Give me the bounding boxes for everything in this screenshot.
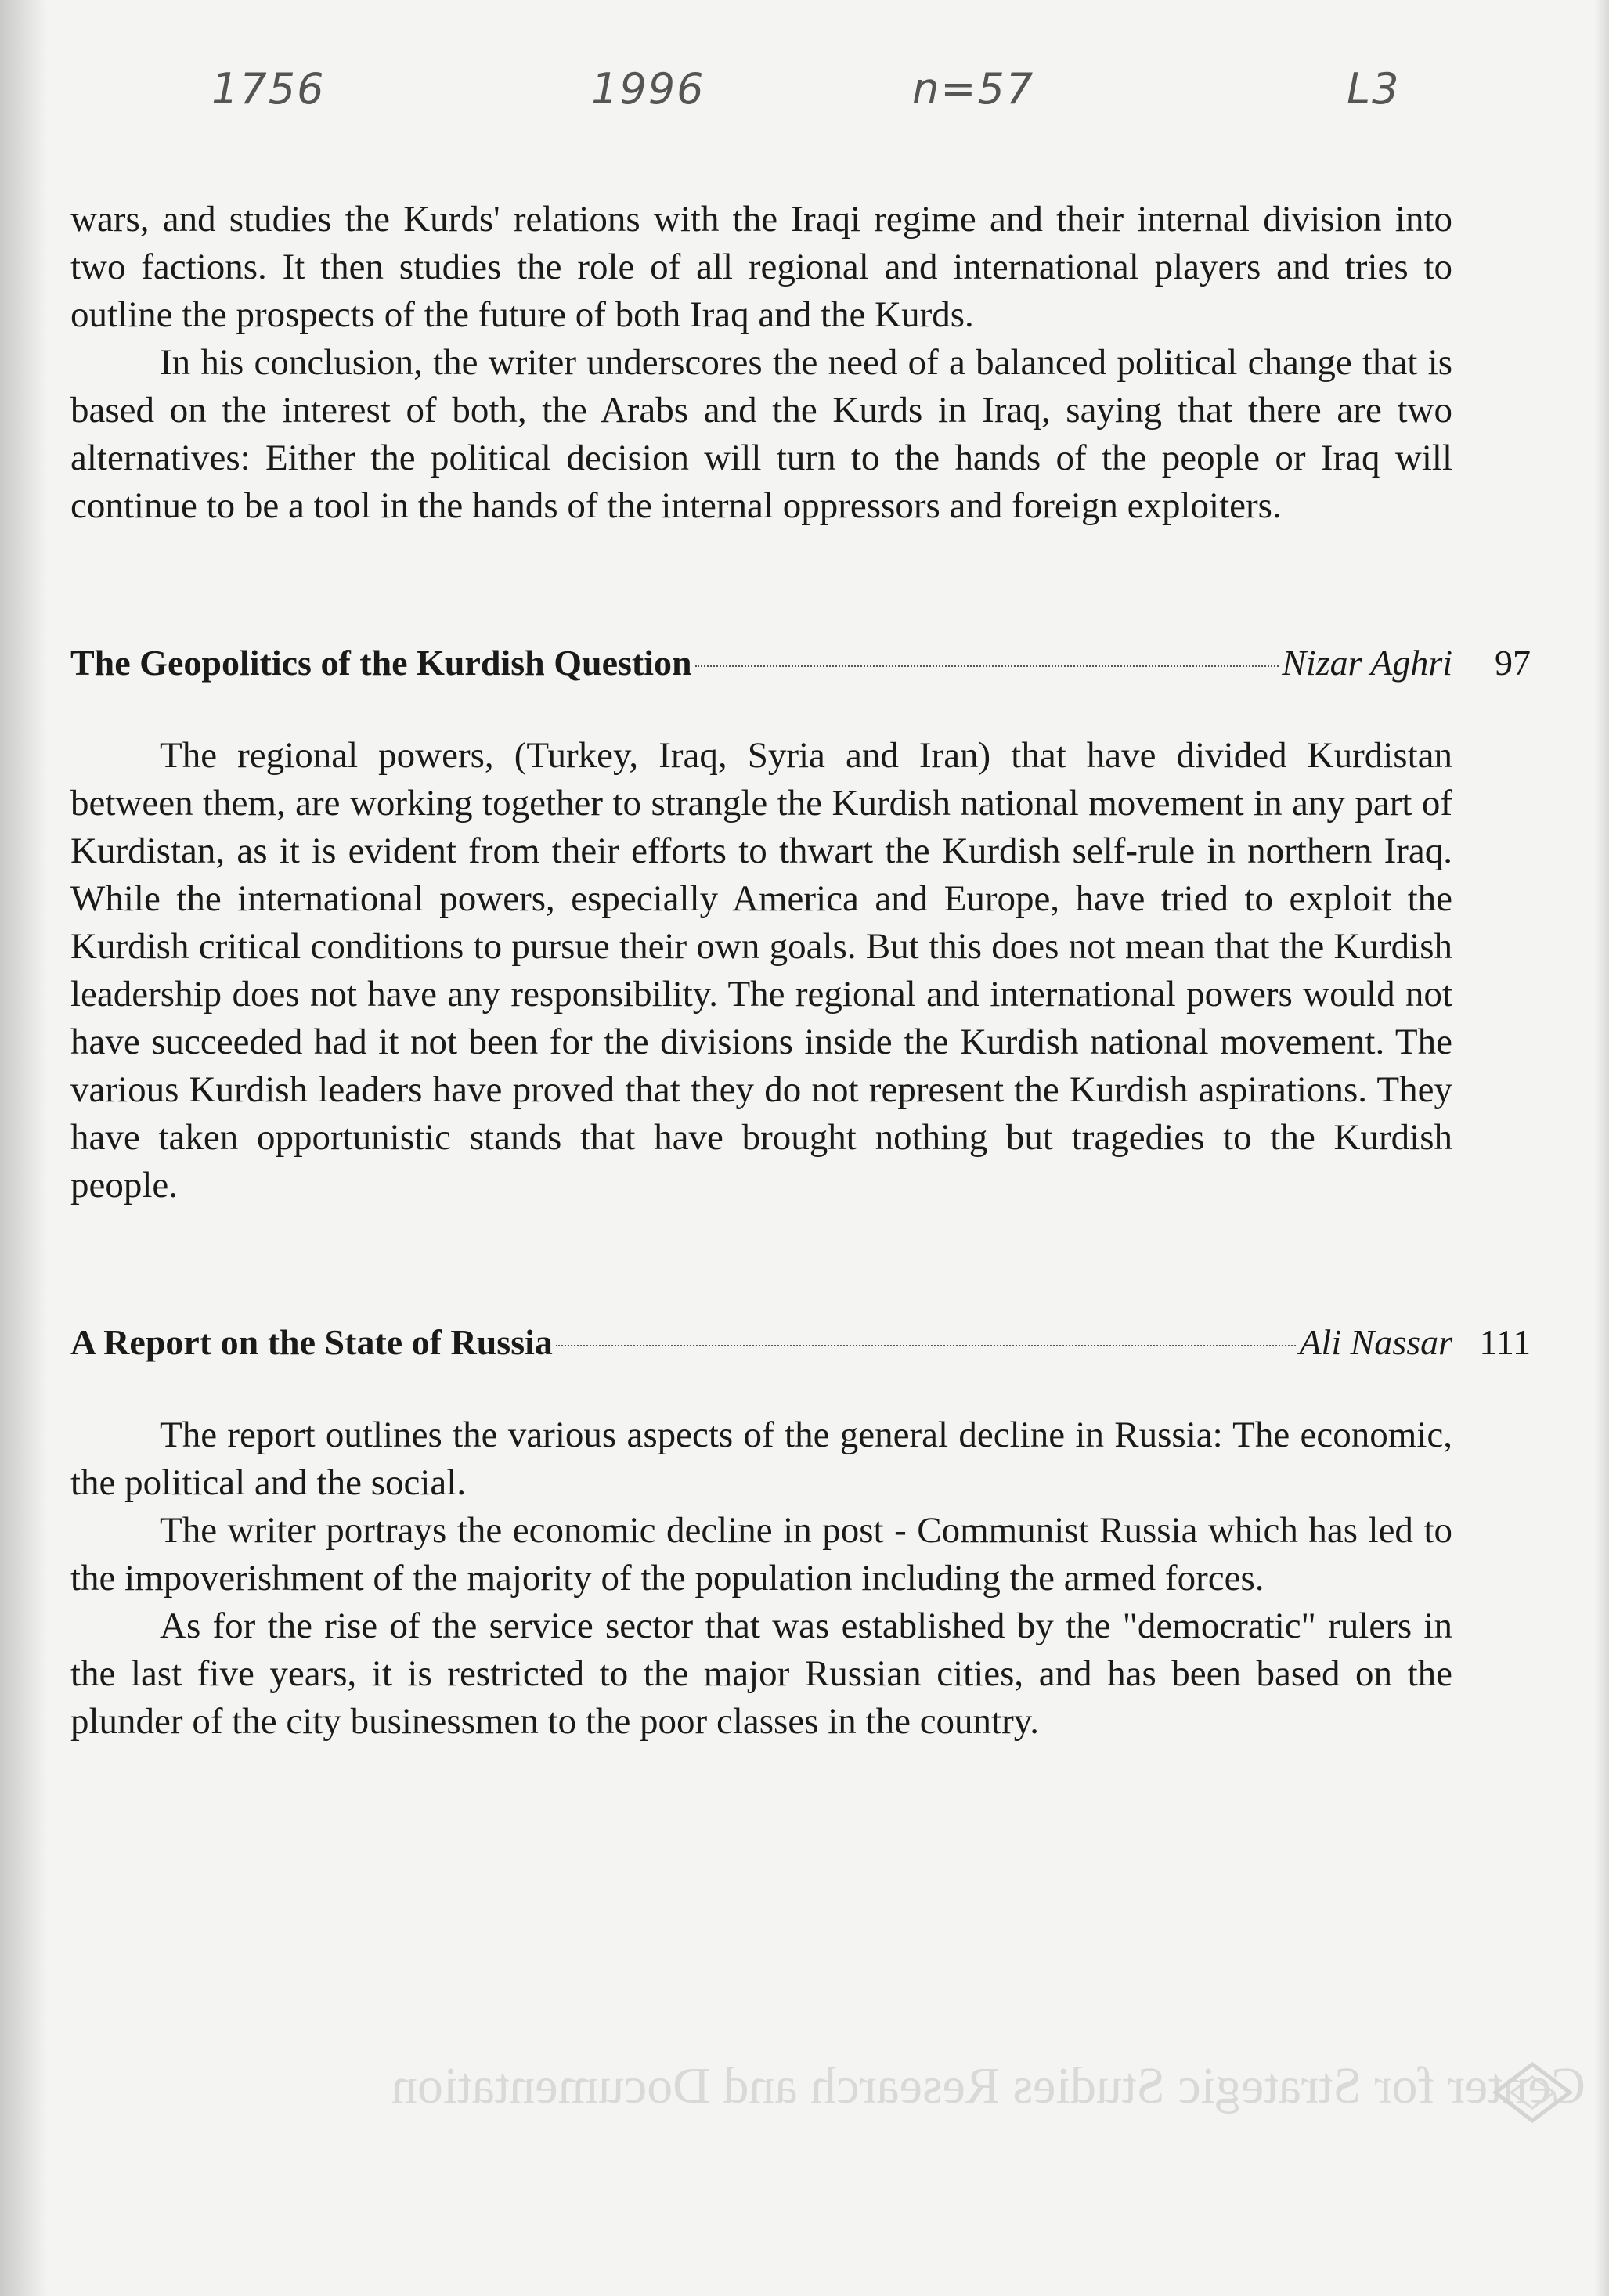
section-paragraph: As for the rise of the service sector that was established by the "democratic" rulers in the last five years, it is restricted to the major Russian cities, and has been based on the plunder of the city businessmen to the poor classes in the country. (70, 1606, 1452, 1742)
section-paragraph: The regional powers, (Turkey, Iraq, Syria and Iran) that have divided Kurdistan between them, are working together to strangle the Kurdish national movement in any part of Kurdistan, as it is evident from their efforts to thwart the Kurdish self-rule in northern Iraq. While the international powers, especially America and Europe, have tried to exploit the Kurdish critical conditions to pursue their own goals. But this does not mean that the Kurdish leadership does not have any responsibility. The regional and international powers would not have succeeded had it not been for the divisions inside the Kurdish national movement. The various Kurdish leaders have proved that they do not represent the Kurdish aspirations. They have taken opportunistic stands that have brought nothing but tragedies to the Kurdish people. (70, 735, 1452, 1206)
handwritten-note: 1996 (591, 64, 705, 114)
section-paragraph: The writer portrays the economic decline in post - Communist Russia which has led to the impoverishment of the majority of the population including the armed forces. (70, 1510, 1452, 1599)
section-author: Nizar Aghri (1282, 643, 1452, 683)
section-title: The Geopolitics of the Kurdish Question (70, 643, 692, 683)
section-heading (70, 640, 1531, 687)
handwritten-note: L3 (1347, 64, 1401, 114)
page-shadow-right (1595, 0, 1609, 2296)
dot-leader (556, 1345, 1297, 1346)
section-title: A Report on the State of Russia (70, 1322, 553, 1362)
intro-paragraph: wars, and studies the Kurds' relations with the Iraqi regime and their internal division into two factions. It then studies the role of all regional and international players and tries to outline the prospects of the future of both Iraq and the Kurds. (70, 199, 1452, 335)
section-paragraph: The report outlines the various aspects of the general decline in Russia: The economic, the political and the social. (70, 1415, 1452, 1503)
dot-leader (695, 665, 1279, 667)
page-shadow-left (0, 0, 47, 2296)
show-through-footer: Center for Strategic Studies Research and Documentation (391, 2057, 1586, 2114)
section-author: Ali Nassar (1299, 1322, 1452, 1362)
show-through-logo-icon (1492, 2061, 1574, 2124)
intro-paragraph: In his conclusion, the writer underscores the need of a balanced political change that is based on the interest of both, the Arabs and the Kurds in Iraq, saying that there are two alternatives: Either the political decision will turn to the hands of the people or Iraq will continue to be a tool in the hands of the internal oppressors and foreign exploiters. (70, 342, 1452, 526)
page-content (70, 196, 1531, 1746)
section-page-number: 97 (1495, 643, 1531, 683)
handwritten-note: 1756 (211, 64, 326, 114)
section-page-number: 111 (1479, 1322, 1531, 1362)
section-heading (70, 1319, 1531, 1366)
handwritten-note: n=57 (912, 64, 1035, 114)
